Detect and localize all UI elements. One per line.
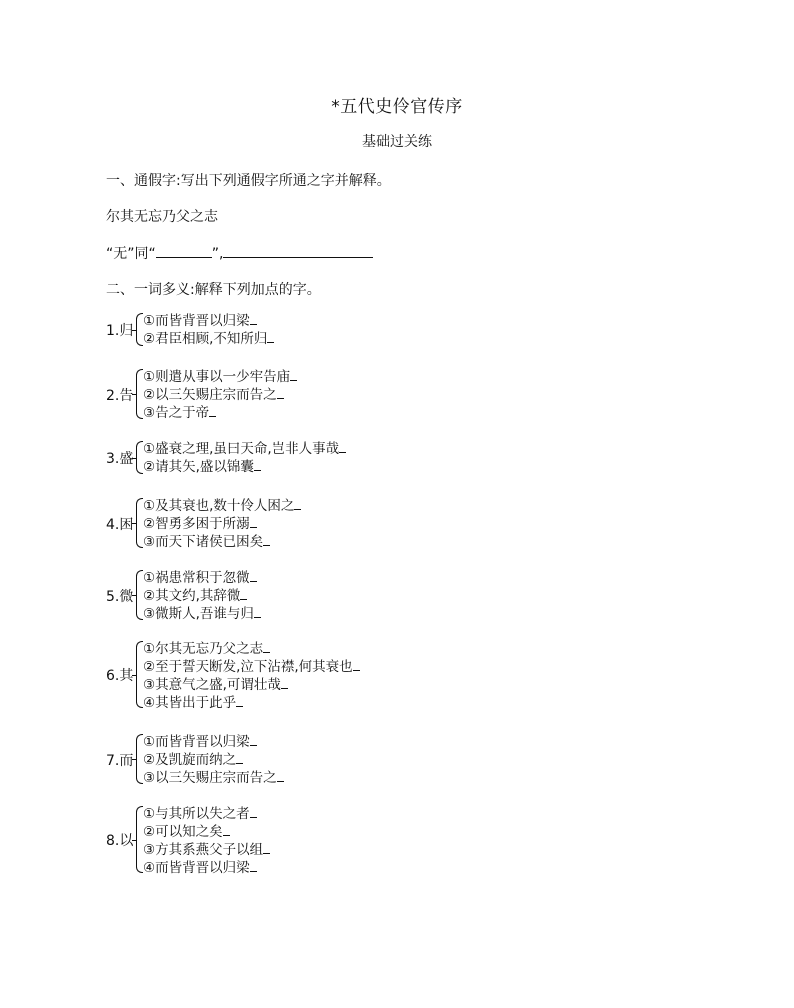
example-sentence xyxy=(143,805,270,823)
answer-blank[interactable] xyxy=(277,386,284,399)
brace-icon xyxy=(136,498,143,548)
section1-sentence: 尔其无忘乃父之志 xyxy=(106,209,218,225)
example-sentence xyxy=(143,569,261,587)
answer-blank[interactable] xyxy=(277,769,284,782)
answer-blank[interactable] xyxy=(267,330,274,343)
example-sentence-text: ③方其系燕父子以组 xyxy=(143,842,264,858)
word-group-label: 7.而 xyxy=(106,752,134,769)
word-group-label: 5.微 xyxy=(106,588,134,605)
answer-blank[interactable] xyxy=(353,658,360,671)
example-sentence-text: ③告之于帝 xyxy=(143,405,210,421)
brace-icon xyxy=(136,441,143,474)
brace-icon xyxy=(136,570,143,620)
section2-heading: 二、一词多义:解释下列加点的字。 xyxy=(106,282,321,298)
answer-blank[interactable] xyxy=(250,859,257,872)
example-sentence xyxy=(143,404,297,422)
word-group-items xyxy=(143,569,261,623)
page-title: *五代史伶官传序 xyxy=(331,97,463,117)
example-sentence-text: ④其皆出于此乎 xyxy=(143,695,237,711)
example-sentence-text: ②君臣相顾,不知所归 xyxy=(143,331,268,347)
example-sentence-text: ①尔其无忘乃父之志 xyxy=(143,641,264,657)
example-sentence-text: ②智勇多困于所溺 xyxy=(143,516,250,532)
answer-blank[interactable] xyxy=(236,694,243,707)
example-sentence xyxy=(143,605,261,623)
example-sentence xyxy=(143,587,261,605)
answer-blank[interactable] xyxy=(290,368,297,381)
word-group-items xyxy=(143,733,284,787)
brace-icon xyxy=(136,641,143,708)
example-sentence-text: ②其文约,其辞微 xyxy=(143,588,241,604)
answer-blank[interactable] xyxy=(223,823,230,836)
answer-blank[interactable] xyxy=(250,805,257,818)
example-sentence xyxy=(143,533,301,551)
answer-blank[interactable] xyxy=(263,640,270,653)
example-sentence-text: ③其意气之盛,可谓壮哉 xyxy=(143,677,281,693)
fill-blank-char[interactable] xyxy=(156,243,212,258)
example-sentence xyxy=(143,658,360,676)
word-group-label: 1.归 xyxy=(106,323,134,339)
example-sentence xyxy=(143,330,274,348)
example-sentence-text: ②以三矢赐庄宗而告之 xyxy=(143,387,277,403)
example-sentence-text: ①与其所以失之者 xyxy=(143,806,250,822)
word-group-label: 4.困 xyxy=(106,516,134,533)
answer-blank[interactable] xyxy=(250,312,257,325)
example-sentence-text: ①及其衰也,数十伶人困之 xyxy=(143,498,295,514)
section1-heading: 一、通假字:写出下列通假字所通之字并解释。 xyxy=(106,173,391,189)
example-sentence-text: ①则遣从事以一少牢告庙 xyxy=(143,369,291,385)
example-sentence-text: ③而天下诸侯已困矣 xyxy=(143,534,264,550)
example-sentence-text: ①盛衰之理,虽曰天命,岂非人事哉 xyxy=(143,441,340,457)
example-sentence xyxy=(143,859,270,877)
answer-blank[interactable] xyxy=(250,569,257,582)
brace-icon xyxy=(136,313,143,346)
example-sentence-text: ③以三矢赐庄宗而告之 xyxy=(143,770,277,786)
brace-icon xyxy=(136,806,143,873)
answer-blank[interactable] xyxy=(281,676,288,689)
word-group-items xyxy=(143,497,301,551)
example-sentence-text: ②可以知之矣 xyxy=(143,824,223,840)
example-sentence-text: ②请其矢,盛以锦囊 xyxy=(143,459,254,475)
word-group-items xyxy=(143,640,360,712)
answer-blank[interactable] xyxy=(250,733,257,746)
example-sentence xyxy=(143,751,284,769)
example-sentence xyxy=(143,386,297,404)
example-sentence xyxy=(143,515,301,533)
fill-mid: ”, xyxy=(211,246,224,262)
answer-blank[interactable] xyxy=(294,497,301,510)
example-sentence-text: ②至于誓天断发,泣下沾襟,何其衰也 xyxy=(143,659,353,675)
brace-icon xyxy=(136,734,143,784)
section1-fill-line xyxy=(106,243,373,263)
example-sentence xyxy=(143,312,274,330)
page-subtitle: 基础过关练 xyxy=(362,134,432,150)
example-sentence xyxy=(143,841,270,859)
answer-blank[interactable] xyxy=(339,440,346,453)
answer-blank[interactable] xyxy=(254,458,261,471)
answer-blank[interactable] xyxy=(209,404,216,417)
answer-blank[interactable] xyxy=(263,841,270,854)
example-sentence-text: ④而皆背晋以归梁 xyxy=(143,860,250,876)
example-sentence xyxy=(143,440,346,458)
answer-blank[interactable] xyxy=(236,751,243,764)
example-sentence-text: ③微斯人,吾谁与归 xyxy=(143,606,254,622)
example-sentence xyxy=(143,823,270,841)
fill-prefix: “无”同“ xyxy=(106,246,156,262)
answer-blank[interactable] xyxy=(240,587,247,600)
brace-icon xyxy=(136,369,143,419)
word-group-items xyxy=(143,368,297,422)
example-sentence-text: ①祸患常积于忽微 xyxy=(143,570,250,586)
example-sentence xyxy=(143,694,360,712)
answer-blank[interactable] xyxy=(263,533,270,546)
example-sentence xyxy=(143,458,346,476)
example-sentence-text: ①而皆背晋以归梁 xyxy=(143,313,250,329)
answer-blank[interactable] xyxy=(254,605,261,618)
example-sentence xyxy=(143,733,284,751)
example-sentence-text: ①而皆背晋以归梁 xyxy=(143,734,250,750)
example-sentence xyxy=(143,676,360,694)
word-group-label: 3.盛 xyxy=(106,451,134,467)
word-group-label: 6.其 xyxy=(106,668,134,684)
word-group-label: 2.告 xyxy=(106,387,134,404)
word-group-items xyxy=(143,312,274,348)
example-sentence xyxy=(143,497,301,515)
answer-blank[interactable] xyxy=(250,515,257,528)
word-group-label: 8.以 xyxy=(106,833,134,849)
example-sentence-text: ②及凯旋而纳之 xyxy=(143,752,237,768)
example-sentence xyxy=(143,769,284,787)
example-sentence xyxy=(143,368,297,386)
word-group-items xyxy=(143,440,346,476)
fill-blank-meaning[interactable] xyxy=(223,243,373,258)
word-group-items xyxy=(143,805,270,877)
example-sentence xyxy=(143,640,360,658)
